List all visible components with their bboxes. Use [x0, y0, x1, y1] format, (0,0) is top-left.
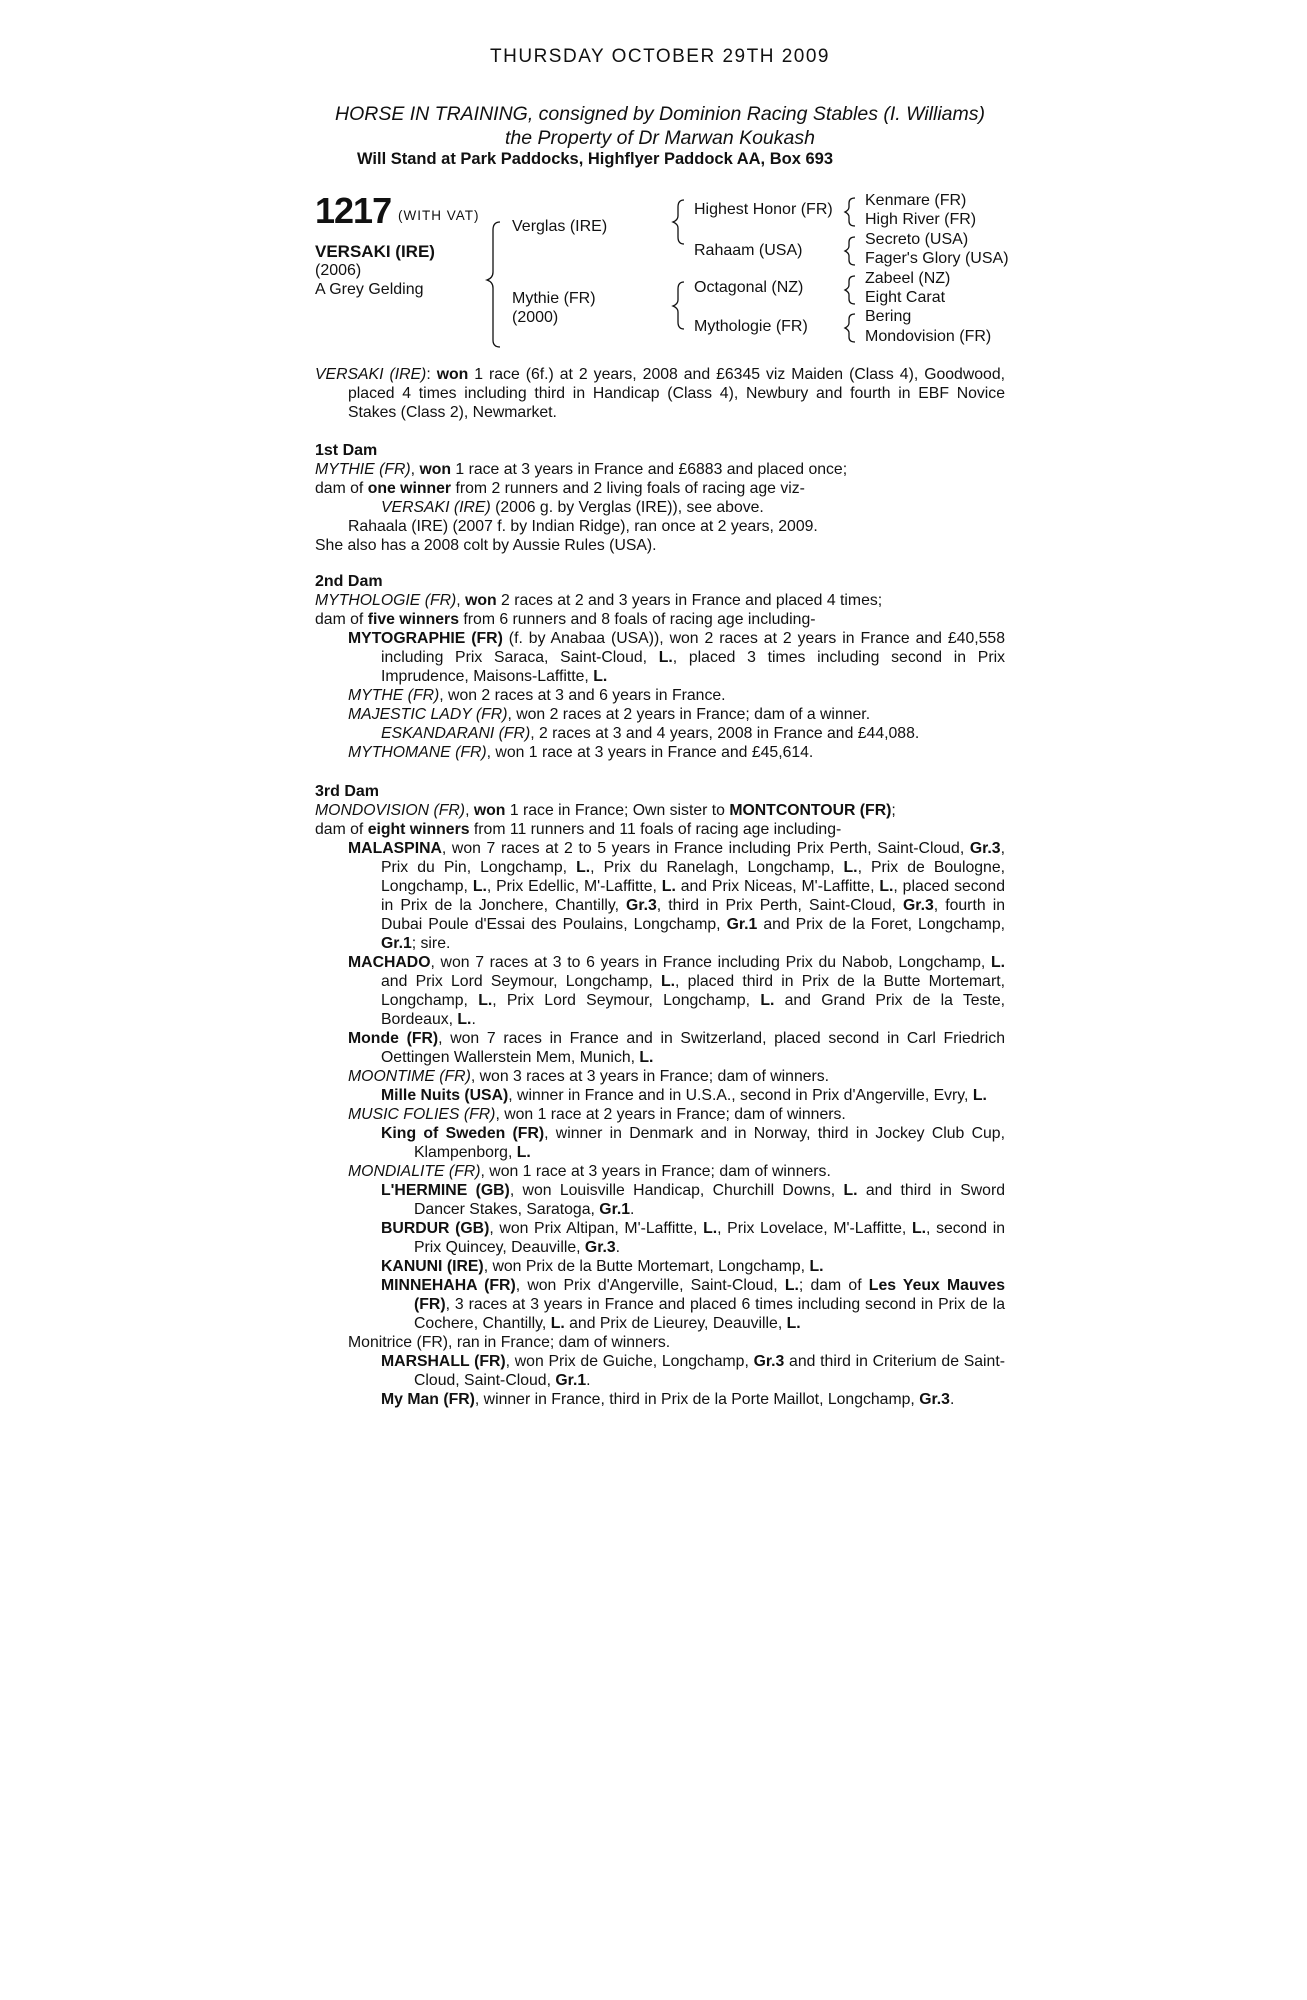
third-dam-record: 1 race in France; Own sister to	[505, 802, 730, 819]
second-dam-name: MYTHOLOGIE (FR)	[315, 592, 457, 609]
vat-note: (WITH VAT)	[398, 208, 480, 223]
progeny-my-man: My Man (FR), winner in France, third in Prix de la Porte Maillot, Longchamp, Gr.3.	[381, 1391, 955, 1408]
third-dam-name: MONDOVISION (FR)	[315, 802, 466, 819]
punctuation: ;	[891, 802, 896, 819]
winner-count: one winner	[367, 480, 452, 497]
progeny-machado: MACHADO, won 7 races at 3 to 6 years in France including Prix du Nabob, Longchamp, L. and Prix Lord Seymour, Longchamp, L., placed third in Prix de la Butte Mortemart, Longchamp, L., Prix Lord Seymour, Longchamp, L. and Grand Prix de la Teste, Bordeaux, L..	[348, 954, 1006, 1028]
progeny-malaspina: MALASPINA, won 7 races at 2 to 5 years in France including Prix Perth, Saint-Cloud, Gr.3, Prix du Pin, Longchamp, L., Prix du Ranelagh, Longchamp, L., Prix de Boulogne, Longchamp, L., Prix Edellic, M'-Laffitte, L. and Prix Niceas, M'-Laffitte, L., placed second in Prix de la Jonchere, Chantilly, Gr.3, third in Prix Perth, Saint-Cloud, Gr.3, fourth in Dubai Poule d'Essai des Poulains, Longchamp, Gr.1 and Prix de la Foret, Longchamp, Gr.1; sire.	[348, 840, 1006, 952]
dam-sire: Octagonal (NZ)	[694, 279, 804, 296]
progeny-record: (2006 g. by Verglas (IRE)), see above.	[490, 499, 764, 516]
progeny-record: , won 2 races at 3 and 6 years in France.	[439, 687, 726, 704]
consignment-info	[315, 102, 1005, 150]
sire-sire: Highest Honor (FR)	[694, 201, 833, 218]
winner-count: eight winners	[367, 821, 470, 838]
race-record: 1 race (6f.) at 2 years, 2008 and £6345 viz Maiden (Class 4), Goodwood, placed 4 times including third in Handicap (Class 4), Newbury and fourth in EBF Novice Stakes (Class 2), Newmarket.	[348, 366, 1005, 421]
third-dam-section: 3rd Dam MONDOVISION (FR), won 1 race in France; Own sister to MONTCONTOUR (FR); dam of eight winners from 11 runners and 11 foals of racing age including- MALASPINA, won 7 races at 2 to 5 years in France including Prix Perth, Saint-Cloud, Gr.3, Prix du Pin, Longchamp, L., Prix du Ranelagh, Longchamp, L., Prix de Boulogne, Longchamp, L., Prix Edellic, M'-Laffitte, L. and Prix Niceas, M'-Laffitte, L., placed second in Prix de la Jonchere, Chantilly, Gr.3, third in Prix Perth, Saint-Cloud, Gr.3, fourth in Dubai Poule d'Essai des Poulains, Longchamp, Gr.1 and Prix de la Foret, Longchamp, Gr.1; sire. MACHADO, won 7 races at 3 to 6 years in France including Prix du Nabob, Longchamp, L. and Prix Lord Seymour, Longchamp, L., placed third in Prix de la Butte Mortemart, Longchamp, L., Prix Lord Seymour, Longchamp, L. and Grand Prix de la Teste, Bordeaux, L.. Monde (FR), won 7 races in France and in Switzerland, placed second in Carl Friedrich Oettingen Wallerstein Mem, Munich, L. MOONTIME (FR), won 3 races at 3 years in France; dam of winners. Mille Nuits (USA), winner in France and in U.S.A., second in Prix d'Angerville, Evry, L. MUSIC FOLIES (FR), won 1 race at 2 years in France; dam of winners. King of Sweden (FR), winner in Denmark and in Norway, third in Jockey Club Cup, Klampenborg, L. MONDIALITE (FR), won 1 race at 3 years in France; dam of winners. L'HERMINE (GB), won Louisville Handicap, Churchill Downs, L. and third in Sword Dancer Stakes, Saratoga, Gr.1. BURDUR (GB), won Prix Altipan, M'-Laffitte, L., Prix Lovelace, M'-Laffitte, L., second in Prix Quincey, Deauville, Gr.3. KANUNI (IRE), won Prix de la Butte Mortemart, Longchamp, L. MINNEHAHA (FR), won Prix d'Angerville, Saint-Cloud, L.; dam of Les Yeux Mauves (FR), 3 races at 3 years in France and placed 6 times including second in Prix de la Cochere, Chantilly, L. and Prix de Lieurey, Deauville, L. Monitrice (FR), ran in France; dam of winners. MARSHALL (FR), won Prix de Guiche, Longchamp, Gr.3 and third in Criterium de Saint-Cloud, Saint-Cloud, Gr.1. My Man (FR), winner in France, third in Prix de la Porte Maillot, Longchamp, Gr.3.	[315, 783, 1006, 1408]
progeny-mondialite: MONDIALITE (FR), won 1 race at 3 years in France; dam of winners.	[348, 1163, 831, 1180]
horse-year: (2006)	[315, 262, 362, 279]
dam-of-label: dam of	[315, 611, 368, 628]
progeny-name: VERSAKI (IRE)	[381, 499, 491, 516]
progeny-record: , 2 races at 3 and 4 years, 2008 in France and £44,088.	[530, 725, 920, 742]
progeny-name: ESKANDARANI (FR)	[381, 725, 531, 742]
horse-name-italic: VERSAKI (IRE)	[315, 366, 427, 383]
progeny-minnehaha: MINNEHAHA (FR), won Prix d'Angerville, Saint-Cloud, L.; dam of Les Yeux Mauves (FR), 3 races at 3 years in France and placed 6 times including second in Prix de la Cochere, Chantilly, L. and Prix de Lieurey, Deauville, L.	[381, 1277, 1005, 1332]
dam-of-label: dam of	[315, 821, 368, 838]
sire-dam: Rahaam (USA)	[694, 242, 803, 259]
consignor-line: HORSE IN TRAINING, consigned by Dominion Racing Stables (I. Williams)	[334, 103, 986, 125]
stand-location: Will Stand at Park Paddocks, Highflyer Paddock AA, Box 693	[356, 150, 834, 168]
progeny-record: Rahaala (IRE) (2007 f. by Indian Ridge), ran once at 2 years, 2009.	[348, 518, 818, 535]
progeny-kanuni: KANUNI (IRE), won Prix de la Butte Mortemart, Longchamp, L.	[381, 1258, 824, 1275]
progeny-record: , won 2 races at 2 years in France; dam of a winner.	[507, 706, 871, 723]
lot-number: 1217	[315, 190, 392, 231]
first-dam-section: 1st Dam MYTHIE (FR), won 1 race at 3 years in France and £6883 and placed once; dam of one winner from 2 runners and 2 living foals of racing age viz- VERSAKI (IRE) (2006 g. by Verglas (IRE)), see above. Rahaala (IRE) (2007 f. by Indian Ridge), ran once at 2 years, 2009. She also has a 2008 colt by Aussie Rules (USA).	[315, 441, 1005, 555]
won-label: won	[419, 461, 452, 478]
second-dam-heading: 2nd Dam	[315, 573, 383, 590]
foals-summary: from 11 runners and 11 foals of racing age including-	[469, 821, 842, 838]
dam-dam: Mythologie (FR)	[694, 318, 808, 335]
ddd: Mondovision (FR)	[865, 328, 992, 345]
dam-of-label: dam of	[315, 480, 368, 497]
won-label: won	[473, 802, 506, 819]
versaki-record: VERSAKI (IRE): won 1 race (6f.) at 2 years, 2008 and £6345 viz Maiden (Class 4), Goodwood, placed 4 times including third in Handicap (Class 4), Newbury and fourth in EBF Novice Stakes (Class 2), Newmarket.	[315, 366, 1005, 421]
foals-summary: from 2 runners and 2 living foals of racing age viz-	[451, 480, 805, 497]
dsd: Eight Carat	[865, 289, 946, 306]
progeny-lhermine: L'HERMINE (GB), won Louisville Handicap, Churchill Downs, L. and third in Sword Dancer Stakes, Saratoga, Gr.1.	[381, 1182, 1006, 1218]
progeny-name: MYTHOMANE (FR)	[348, 744, 487, 761]
sister-name: MONTCONTOUR (FR)	[729, 802, 892, 819]
ssd: High River (FR)	[865, 211, 977, 228]
progeny-record: , placed 3 times including second in Prix Imprudence, Maisons-Laffitte,	[381, 649, 1005, 685]
progeny-monitrice: Monitrice (FR), ran in France; dam of winners.	[348, 1334, 671, 1351]
progeny-burdur: BURDUR (GB), won Prix Altipan, M'-Laffitte, L., Prix Lovelace, M'-Laffitte, L., second in Prix Quincey, Deauville, Gr.3.	[381, 1220, 1005, 1256]
progeny-mille-nuits: Mille Nuits (USA), winner in France and in U.S.A., second in Prix d'Angerville, Evry, L.	[381, 1087, 987, 1104]
sire: Verglas (IRE)	[512, 218, 608, 235]
first-dam-heading: 1st Dam	[315, 442, 378, 459]
winner-count: five winners	[367, 611, 459, 628]
first-dam-record: 1 race at 3 years in France and £6883 and placed once;	[451, 461, 848, 478]
second-dam-section: 2nd Dam MYTHOLOGIE (FR), won 2 races at 2 and 3 years in France and placed 4 times; dam of five winners from 6 runners and 8 foals of racing age including- MYTOGRAPHIE (FR) (f. by Anabaa (USA)), won 2 races at 2 years in France and £40,558 including Prix Saraca, Saint-Cloud, L., placed 3 times including second in Prix Imprudence, Maisons-Laffitte, L. MYTHE (FR), won 2 races at 3 and 6 years in France. MAJESTIC LADY (FR), won 2 races at 2 years in France; dam of a winner. ESKANDARANI (FR), 2 races at 3 and 4 years, 2008 in France and £44,088. MYTHOMANE (FR), won 1 race at 3 years in France and £45,614.	[315, 573, 1005, 761]
second-dam-record: 2 races at 2 and 3 years in France and placed 4 times;	[496, 592, 883, 609]
dam: Mythie (FR)	[512, 290, 596, 307]
sdd: Fager's Glory (USA)	[865, 250, 1009, 267]
won-label: won	[436, 366, 469, 383]
owner-line: the Property of Dr Marwan Koukash	[505, 127, 815, 149]
progeny-monde: Monde (FR), won 7 races in France and in Switzerland, placed second in Carl Friedrich Oettingen Wallerstein Mem, Munich, L.	[348, 1030, 1005, 1066]
dss: Zabeel (NZ)	[865, 270, 951, 287]
progeny-music-folies: MUSIC FOLIES (FR), won 1 race at 2 years in France; dam of winners.	[348, 1106, 846, 1123]
won-label: won	[465, 592, 497, 609]
progeny-king-of-sweden: King of Sweden (FR), winner in Denmark and in Norway, third in Jockey Club Cup, Klampenborg, L.	[381, 1125, 1005, 1161]
progeny-name: MYTOGRAPHIE (FR)	[348, 630, 503, 647]
dam-year: (2000)	[512, 309, 559, 326]
sss: Kenmare (FR)	[865, 192, 967, 209]
horse-description: A Grey Gelding	[315, 281, 424, 298]
progeny-moontime: MOONTIME (FR), won 3 races at 3 years in France; dam of winners.	[348, 1068, 830, 1085]
dds: Bering	[865, 308, 912, 325]
horse-name: VERSAKI (IRE)	[315, 242, 435, 261]
foals-summary: from 6 runners and 8 foals of racing age including-	[459, 611, 816, 628]
lot-header	[315, 190, 1095, 360]
also-note: She also has a 2008 colt by Aussie Rules (USA).	[315, 537, 657, 554]
progeny-name: MYTHE (FR)	[348, 687, 440, 704]
first-dam-name: MYTHIE (FR)	[315, 461, 411, 478]
third-dam-heading: 3rd Dam	[315, 783, 380, 800]
progeny-record: , won 1 race at 3 years in France and £45,614.	[486, 744, 814, 761]
sds: Secreto (USA)	[865, 231, 969, 248]
sale-date: THURSDAY OCTOBER 29TH 2009	[490, 46, 830, 67]
progeny-marshall: MARSHALL (FR), won Prix de Guiche, Longchamp, Gr.3 and third in Criterium de Saint-Cloud, Saint-Cloud, Gr.1.	[381, 1353, 1005, 1389]
progeny-record: (f. by Anabaa (USA)), won 2 races at 2 years in France and £40,558 including Prix Saraca, Saint-Cloud,	[381, 630, 1005, 666]
progeny-name: MAJESTIC LADY (FR)	[348, 706, 508, 723]
